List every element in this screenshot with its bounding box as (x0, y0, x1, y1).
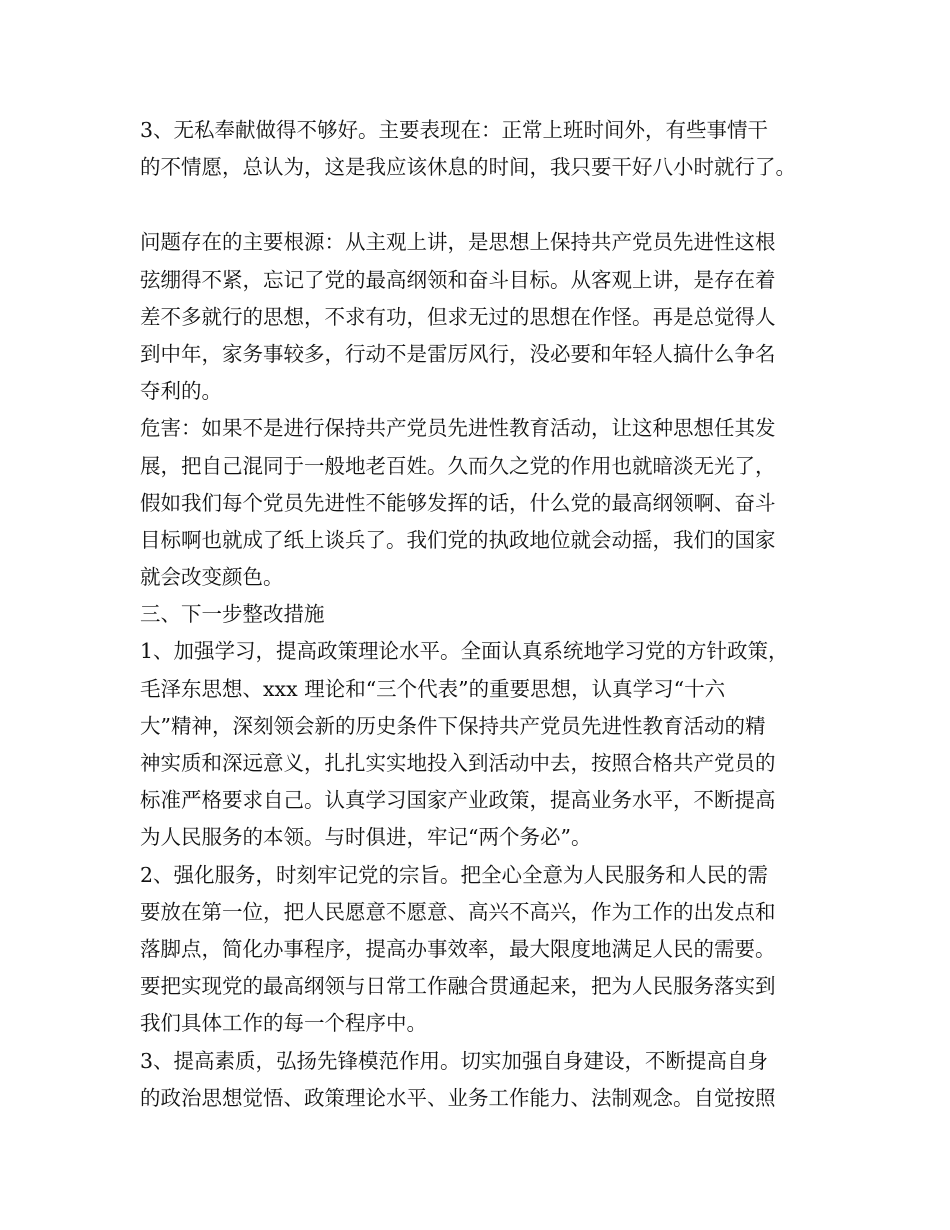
paragraph-measure-quality (140, 1043, 840, 1117)
text-line: 落脚点，简化办事程序，提高办事效率，最大限度地满足人民的需要。 (140, 936, 776, 961)
text-line: 假如我们每个党员先进性不能够发挥的话，什么党的最高纲领啊、奋斗 (140, 490, 776, 515)
text-line: 我们具体工作的每一个程序中。 (140, 1011, 427, 1036)
text-line: 展，把自己混同于一般地老百姓。久而久之党的作用也就暗淡无光了， (140, 453, 776, 478)
text-line: 大”精神，深刻领会新的历史条件下保持共产党员先进性教育活动的精 (140, 713, 766, 738)
section-heading (140, 596, 840, 633)
paragraph-harm (140, 410, 840, 596)
paragraph-spacer (140, 186, 840, 224)
text-line: 神实质和深远意义，扎扎实实地投入到活动中去，按照合格共产党员的 (140, 751, 776, 775)
document-body (140, 112, 840, 1117)
section-heading-text: 三、下一步整改措施 (140, 602, 325, 627)
text-line: 标准严格要求自己。认真学习国家产业政策，提高业务水平，不断提高 (140, 788, 776, 813)
paragraph-root-causes (140, 224, 840, 410)
paragraph-measure-study (140, 633, 840, 856)
text-line: 弦绷得不紧，忘记了党的最高纲领和奋斗目标。从客观上讲，是存在着 (140, 267, 776, 292)
text-line: 要放在第一位，把人民愿意不愿意、高兴不高兴，作为工作的出发点和 (140, 899, 776, 924)
text-line: 目标啊也就成了纸上谈兵了。我们党的执政地位就会动摇，我们的国家 (140, 527, 776, 552)
text-line: 差不多就行的思想，不求有功，但求无过的思想在作怪。再是总觉得人 (140, 304, 776, 329)
text-line: 1、加强学习，提高政策理论水平。全面认真系统地学习党的方针政策， (140, 639, 789, 664)
text-line: 问题存在的主要根源：从主观上讲，是思想上保持共产党员先进性这根 (140, 230, 776, 255)
text-line: 危害：如果不是进行保持共产党员先进性教育活动，让这种思想任其发 (140, 416, 776, 441)
text-line: 到中年，家务事较多，行动不是雷厉风行，没必要和年轻人搞什么争名 (140, 341, 776, 366)
text-line: 的不情愿，总认为，这是我应该休息的时间，我只要干好八小时就行了。 (140, 155, 796, 180)
text-line: 就会改变颜色。 (140, 565, 284, 590)
text-line: 2、强化服务，时刻牢记党的宗旨。把全心全意为人民服务和人民的需 (140, 862, 769, 887)
paragraph-selfless-dedication (140, 112, 840, 186)
text-line: 夺利的。 (140, 379, 222, 404)
paragraph-measure-service (140, 857, 840, 1043)
text-line: 要把实现党的最高纲领与日常工作融合贯通起来，把为人民服务落实到 (140, 974, 776, 999)
text-line: 的政治思想觉悟、政策理论水平、业务工作能力、法制观念。自觉按照 (140, 1085, 776, 1110)
text-line: 为人民服务的本领。与时俱进，牢记“两个务必”。 (140, 825, 592, 850)
text-line: 3、无私奉献做得不够好。主要表现在：正常上班时间外，有些事情干 (140, 118, 769, 142)
text-line: 毛泽东思想、xxx 理论和“三个代表”的重要思想，认真学习“十六 (140, 676, 726, 701)
text-line: 3、提高素质，弘扬先锋模范作用。切实加强自身建设，不断提高自身 (140, 1048, 769, 1073)
